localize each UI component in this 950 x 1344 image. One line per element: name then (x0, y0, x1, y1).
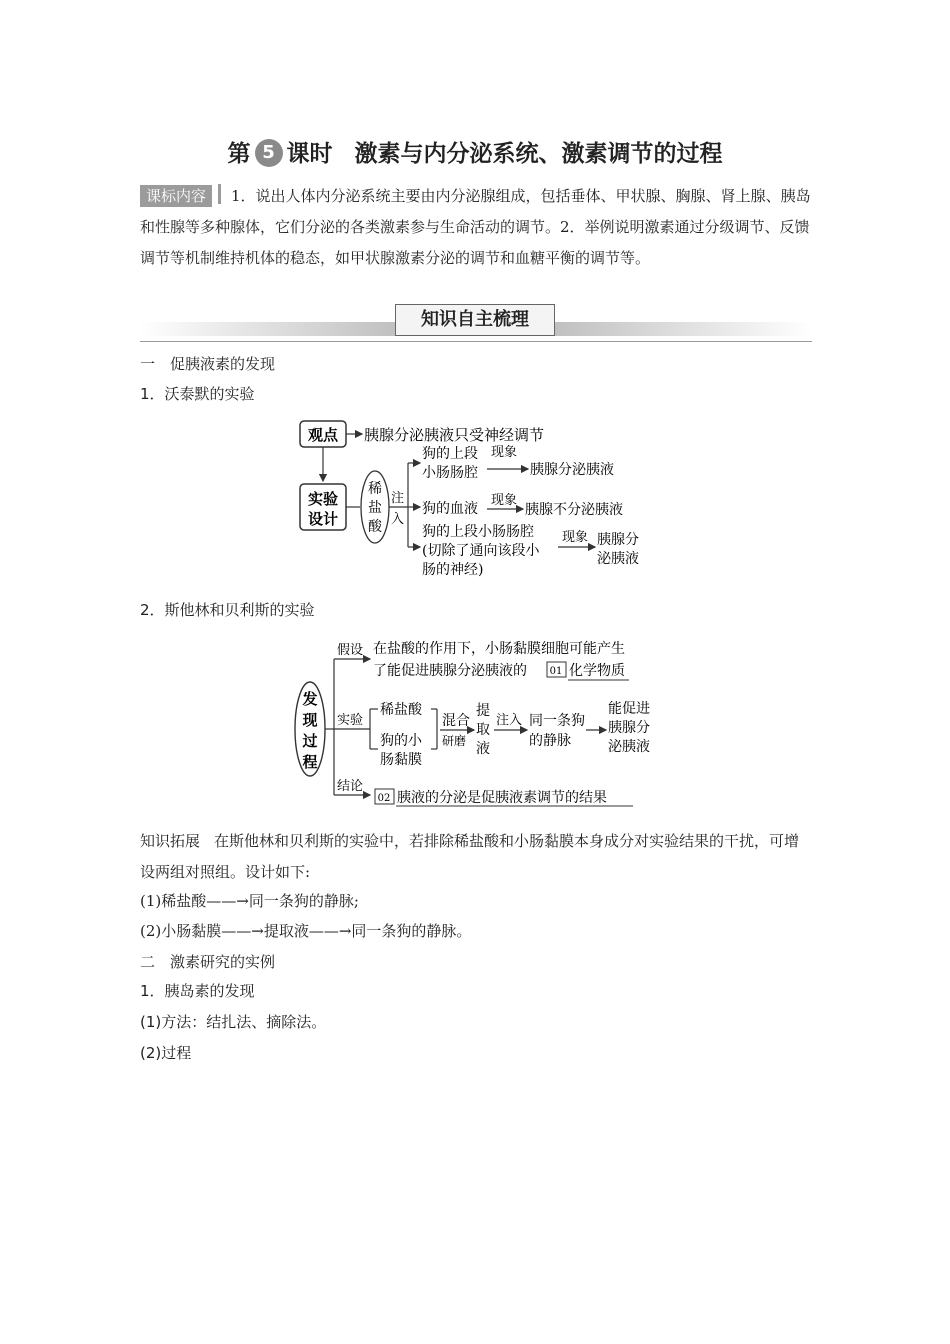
title-text: 激素与内分泌系统、激素调节的过程 (354, 141, 723, 167)
title-prefix: 第 (227, 141, 251, 167)
inject-char-2: 入 (391, 512, 405, 527)
experiment-acid: 稀盐酸 (380, 702, 422, 718)
extract-char-3: 液 (476, 741, 490, 757)
banner-divider (140, 341, 812, 342)
viewpoint-box-label: 观点 (307, 426, 339, 444)
diagram-starling-bayliss (290, 633, 670, 808)
row3-result-l1: 胰腺分 (597, 532, 639, 548)
vein-line1: 同一条狗 (529, 713, 585, 729)
row1-arrow-label: 现象 (491, 445, 518, 460)
row3-line1: 狗的上段小肠肠腔 (422, 524, 534, 540)
section1-item1: 1．沃泰默的实验 (140, 385, 255, 403)
process-heading: (2)过程 (140, 1044, 192, 1062)
section2-heading: 二 激素研究的实例 (140, 953, 276, 971)
inject-label: 注入 (496, 713, 523, 728)
hypothesis-line2: 了能促进胰腺分泌胰液的 (373, 663, 527, 679)
method-line (140, 1011, 326, 1032)
method-text: 结扎法、摘除法。 (206, 1013, 327, 1031)
row1-line1: 狗的上段 (422, 446, 478, 462)
row2-arrow-label: 现象 (491, 493, 518, 508)
section1-heading: 一 促胰液素的发现 (140, 355, 276, 373)
lesson-number-badge: 5 (255, 139, 283, 167)
design-box-l1: 实验 (307, 490, 339, 508)
grind-label: 研磨 (442, 734, 467, 748)
hypothesis-line1: 在盐酸的作用下，小肠黏膜细胞可能产生 (373, 641, 625, 657)
experiment-label: 实验 (337, 713, 364, 728)
extension-line1: (1)稀盐酸——→同一条狗的静脉; (140, 892, 359, 910)
process-char-4: 程 (302, 753, 318, 771)
section-banner: 知识自主梳理 (395, 304, 555, 336)
row2-result: 胰腺不分泌胰液 (525, 502, 623, 518)
extension-paragraph (140, 826, 812, 888)
extension-label: 知识拓展 (140, 832, 201, 850)
experiment-mucosa-l1: 狗的小 (380, 733, 422, 749)
section1-item2: 2．斯他林和贝利斯的实验 (140, 601, 315, 619)
standards-badge: 课标内容 (140, 185, 212, 207)
process-char-3: 过 (302, 732, 318, 750)
row3-line2: (切除了通向该段小 (422, 543, 540, 559)
design-box-l2: 设计 (307, 510, 339, 528)
hypothesis-label: 假设 (337, 643, 364, 658)
mix-label: 混合 (442, 713, 470, 729)
viewpoint-text: 胰腺分泌胰液只受神经调节 (364, 426, 545, 444)
method-label: (1)方法： (140, 1013, 207, 1031)
process-char-2: 现 (302, 711, 318, 729)
row1-result: 胰腺分泌胰液 (530, 462, 614, 478)
blank1-answer: 化学物质 (569, 663, 625, 679)
section2-item1: 1．胰岛素的发现 (140, 982, 255, 1000)
extension-text: 在斯他林和贝利斯的实验中，若排除稀盐酸和小肠黏膜本身成分对实验结果的干扰，可增设两组对照组。设计如下: (140, 832, 800, 881)
badge-tail-decoration (218, 184, 221, 204)
row3-arrow-label: 现象 (562, 530, 589, 545)
acid-char-1: 稀 (368, 481, 382, 497)
process-char-1: 发 (302, 690, 318, 708)
extract-char-2: 取 (476, 722, 490, 738)
row2-text: 狗的血液 (422, 501, 478, 517)
row3-result-l2: 泌胰液 (597, 551, 639, 567)
experiment-mucosa-l2: 肠黏膜 (380, 752, 422, 768)
standards-text: 1．说出人体内分泌系统主要由内分泌腺组成，包括垂体、甲状腺、胸腺、肾上腺、胰岛和性腺等多种腺体，它们分泌的各类激素参与生命活动的调节。2．举例说明激素通过分级调节、反馈调节等机制维持机体的稳态，如甲状腺激素分泌的调节和血糖平衡的调节等。 (140, 187, 811, 267)
blank2-answer: 胰液的分泌是促胰液素调节的结果 (397, 790, 607, 806)
result-line1: 能促进 (608, 701, 650, 717)
row3-line3: 肠的神经) (422, 562, 484, 578)
diagram-wotaimo (290, 415, 660, 580)
title-suffix: 课时 (286, 141, 333, 167)
extract-char-1: 提 (476, 703, 490, 719)
standards-paragraph (140, 181, 812, 274)
result-line2: 胰腺分 (608, 720, 650, 736)
acid-char-2: 盐 (368, 500, 382, 516)
inject-char-1: 注 (391, 491, 405, 506)
vein-line2: 的静脉 (529, 733, 571, 749)
conclusion-label: 结论 (337, 779, 364, 794)
extension-line2: (2)小肠黏膜——→提取液——→同一条狗的静脉。 (140, 922, 472, 940)
blank1-number: 01 (549, 666, 563, 677)
blank2-number: 02 (377, 793, 391, 804)
acid-char-3: 酸 (368, 519, 382, 535)
page-title (0, 135, 950, 168)
row1-line2: 小肠肠腔 (422, 465, 478, 481)
result-line3: 泌胰液 (608, 739, 650, 755)
